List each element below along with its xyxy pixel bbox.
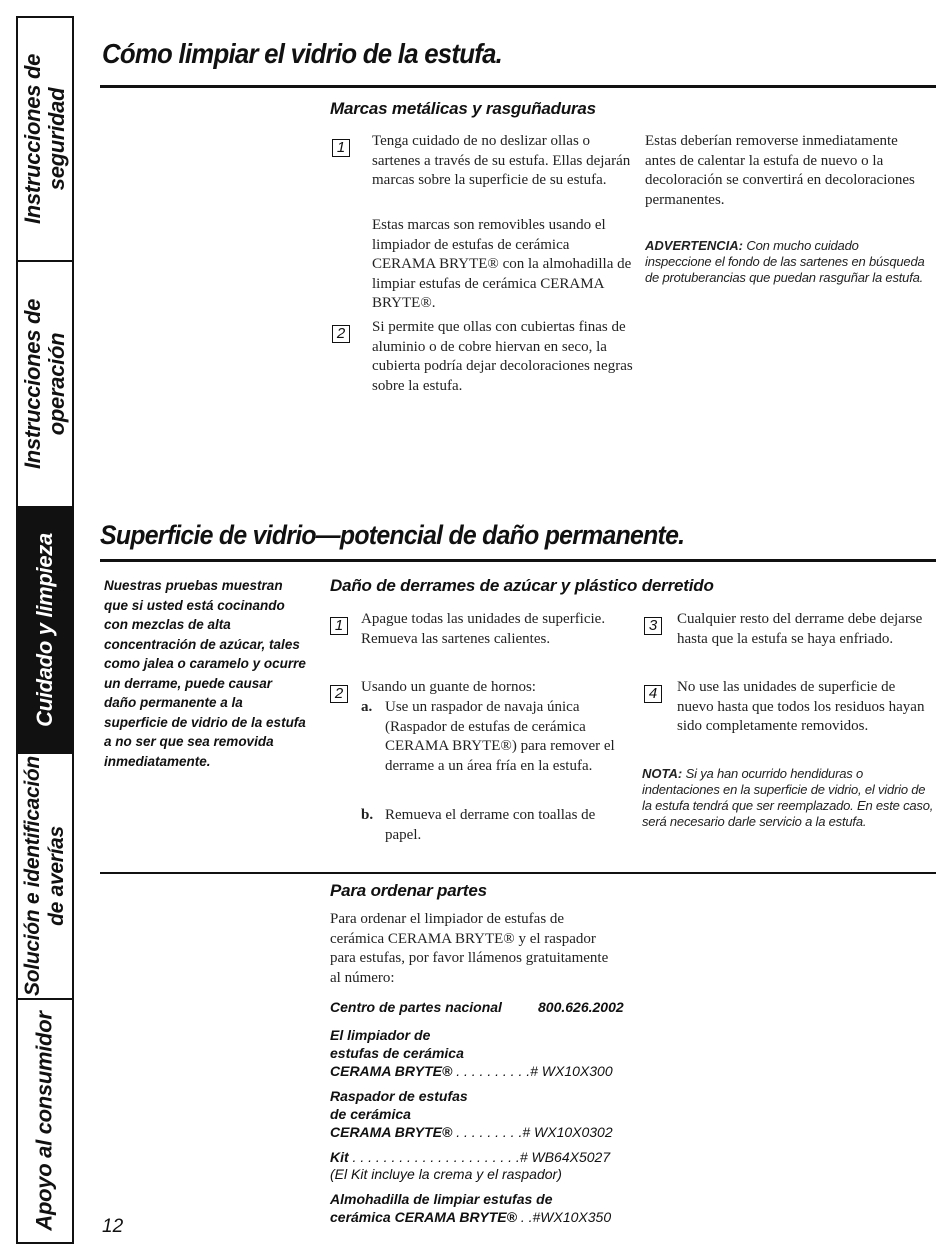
subtitle-ordenar-partes: Para ordenar partes — [330, 881, 487, 900]
part-kit-label: Kit — [330, 1149, 349, 1165]
step-1-text-continued: Estas marcas son removibles usando el limpiador de estufas de cerámica CERAMA BRYTE® con la almohadilla de limpiar estufas de cerámica CERAMA BRYTE®. — [372, 217, 632, 312]
part-limpiador-line1: El limpiador de — [330, 1027, 431, 1043]
step-1-text: Tenga cuidado de no deslizar ollas o sartenes a través de su estufa. Ellas dejarán marcas sobre la superficie de su estufa. — [372, 133, 631, 189]
tab-label-line2: de averías — [45, 826, 68, 926]
part-limpiador-line2: estufas de cerámica — [330, 1045, 464, 1061]
note-label: NOTA: — [642, 766, 683, 781]
parts-center-line — [330, 998, 630, 1016]
leader-dots: . . — [516, 1209, 533, 1225]
step-2b-text — [361, 806, 635, 845]
step-2-text: Si permite que ollas con cubiertas finas de aluminio o de cobre hiervan en seco, la cubierta podría dejar decoloraciones negras sobre la estufa. — [372, 319, 633, 394]
step-number-2: 2 — [330, 685, 348, 703]
part-kit-number: # WB64X5027 — [519, 1149, 611, 1165]
warning-body: Con mucho cuidado inspeccione el fondo de las sartenes en búsqueda de protuberancias que puedan rasguñar la estufa. — [645, 238, 925, 285]
step-3-text: Cualquier resto del derrame debe dejarse hasta que la estufa se haya enfriado. — [677, 611, 923, 647]
part-almohadilla-number: #WX10X350 — [532, 1209, 612, 1225]
part-raspador-line2: de cerámica — [330, 1106, 411, 1122]
step-2b-letter: b. — [361, 807, 374, 823]
step-2a-body: Use un raspador de navaja única (Raspador de estufas de cerámica CERAMA BRYTE®) para remover el derrame a un área fría en la estufa. — [385, 699, 615, 774]
warning-text — [645, 238, 925, 286]
leader-dots: . . . . . . . . . . . . . . . . . . . . . . — [348, 1149, 520, 1165]
sidenote-azucar: Nuestras pruebas muestran que si usted está cocinando con mezclas de alta concentración de azúcar, tales como jalea o caramelo y ocurre un derrame, puede causar daño permanente a la superficie de vidrio de la estufa a no ser que sea removida inmediatamente. — [104, 578, 306, 769]
step-2a-letter: a. — [361, 699, 373, 715]
step-number-1: 1 — [332, 139, 350, 157]
tab-label-line2: seguridad — [44, 87, 69, 191]
removal-text: Estas deberían removerse inmediatamente antes de calentar la estufa de nuevo o la decoloración se convertirá en decoloraciones permanentes. — [645, 133, 915, 208]
part-almohadilla-line2: cerámica CERAMA BRYTE® — [330, 1209, 517, 1225]
subtitle-dano-derrames: Daño de derrames de azúcar y plástico derretido — [330, 576, 714, 595]
subtitle-marcas-metalicas: Marcas metálicas y rasguñaduras — [330, 99, 596, 118]
parts-center-phone: 800.626.2002 — [538, 999, 624, 1015]
sidebar-tabs — [16, 16, 76, 1246]
part-almohadilla-line1: Almohadilla de limpiar estufas de — [330, 1191, 553, 1207]
tab-solucion-averias[interactable] — [16, 752, 74, 1000]
step-number-3: 3 — [644, 617, 662, 635]
page-number: 12 — [102, 1216, 124, 1237]
section-title-limpiar-vidrio: Cómo limpiar el vidrio de la estufa. — [102, 38, 503, 69]
part-raspador-line1: Raspador de estufas — [330, 1088, 468, 1104]
tab-label-line1: Instrucciones de — [20, 298, 45, 470]
tab-apoyo-consumidor[interactable] — [16, 998, 74, 1244]
step-1-text: Apague todas las unidades de superficie. Remueva las sartenes calientes. — [361, 611, 606, 647]
warning-label: ADVERTENCIA: — [645, 238, 743, 253]
part-limpiador-line3: CERAMA BRYTE® — [330, 1063, 453, 1079]
step-4-text: No use las unidades de superficie de nuevo hasta que todos los residuos hayan sido completamente removidos. — [677, 679, 925, 735]
note-text — [642, 766, 938, 830]
step-number-2: 2 — [332, 325, 350, 343]
tab-label-line2: operación — [44, 332, 69, 436]
tab-instrucciones-operacion[interactable] — [16, 260, 74, 508]
tab-instrucciones-seguridad[interactable] — [16, 16, 74, 262]
note-body: Si ya han ocurrido hendiduras o indentaciones en la superficie de vidrio, el vidrio de la estufa tendrá que ser reemplazado. En este caso, será necesario darle servicio a la estufa. — [642, 766, 934, 829]
tab-label-line1: Cuidado y limpieza — [32, 533, 58, 727]
step-2b-body: Remueva el derrame con toallas de papel. — [385, 807, 596, 843]
section3-rule — [100, 872, 936, 874]
part-kit-note: (El Kit incluye la crema y el raspador) — [330, 1166, 562, 1182]
step-2a-text — [361, 698, 635, 776]
step-number-1: 1 — [330, 617, 348, 635]
step-number-4: 4 — [644, 685, 662, 703]
part-limpiador-number: # WX10X300 — [530, 1063, 613, 1079]
leader-dots: . . . . . . . . . . — [452, 1063, 531, 1079]
part-raspador-number: # WX10X0302 — [522, 1124, 613, 1140]
section-title-superficie-vidrio: Superficie de vidrio—potencial de daño permanente. — [100, 520, 685, 550]
step-2-text: Usando un guante de hornos: — [361, 679, 536, 695]
part-raspador-line3: CERAMA BRYTE® — [330, 1124, 453, 1140]
tab-cuidado-limpieza[interactable] — [16, 506, 74, 754]
section2-rule — [100, 559, 936, 562]
title-rule — [100, 85, 936, 88]
leader-dots: . . . . . . . . . — [452, 1124, 523, 1140]
tab-label-line1: Instrucciones de — [20, 53, 45, 225]
tab-label-line1: Apoyo al consumidor — [32, 1011, 57, 1231]
parts-center-label: Centro de partes nacional — [330, 999, 502, 1015]
order-intro: Para ordenar el limpiador de estufas de cerámica CERAMA BRYTE® y el raspador para estufas, por favor llámenos gratuitamente al número: — [330, 911, 609, 986]
tab-label-line1: Solución e identificación — [21, 756, 44, 996]
